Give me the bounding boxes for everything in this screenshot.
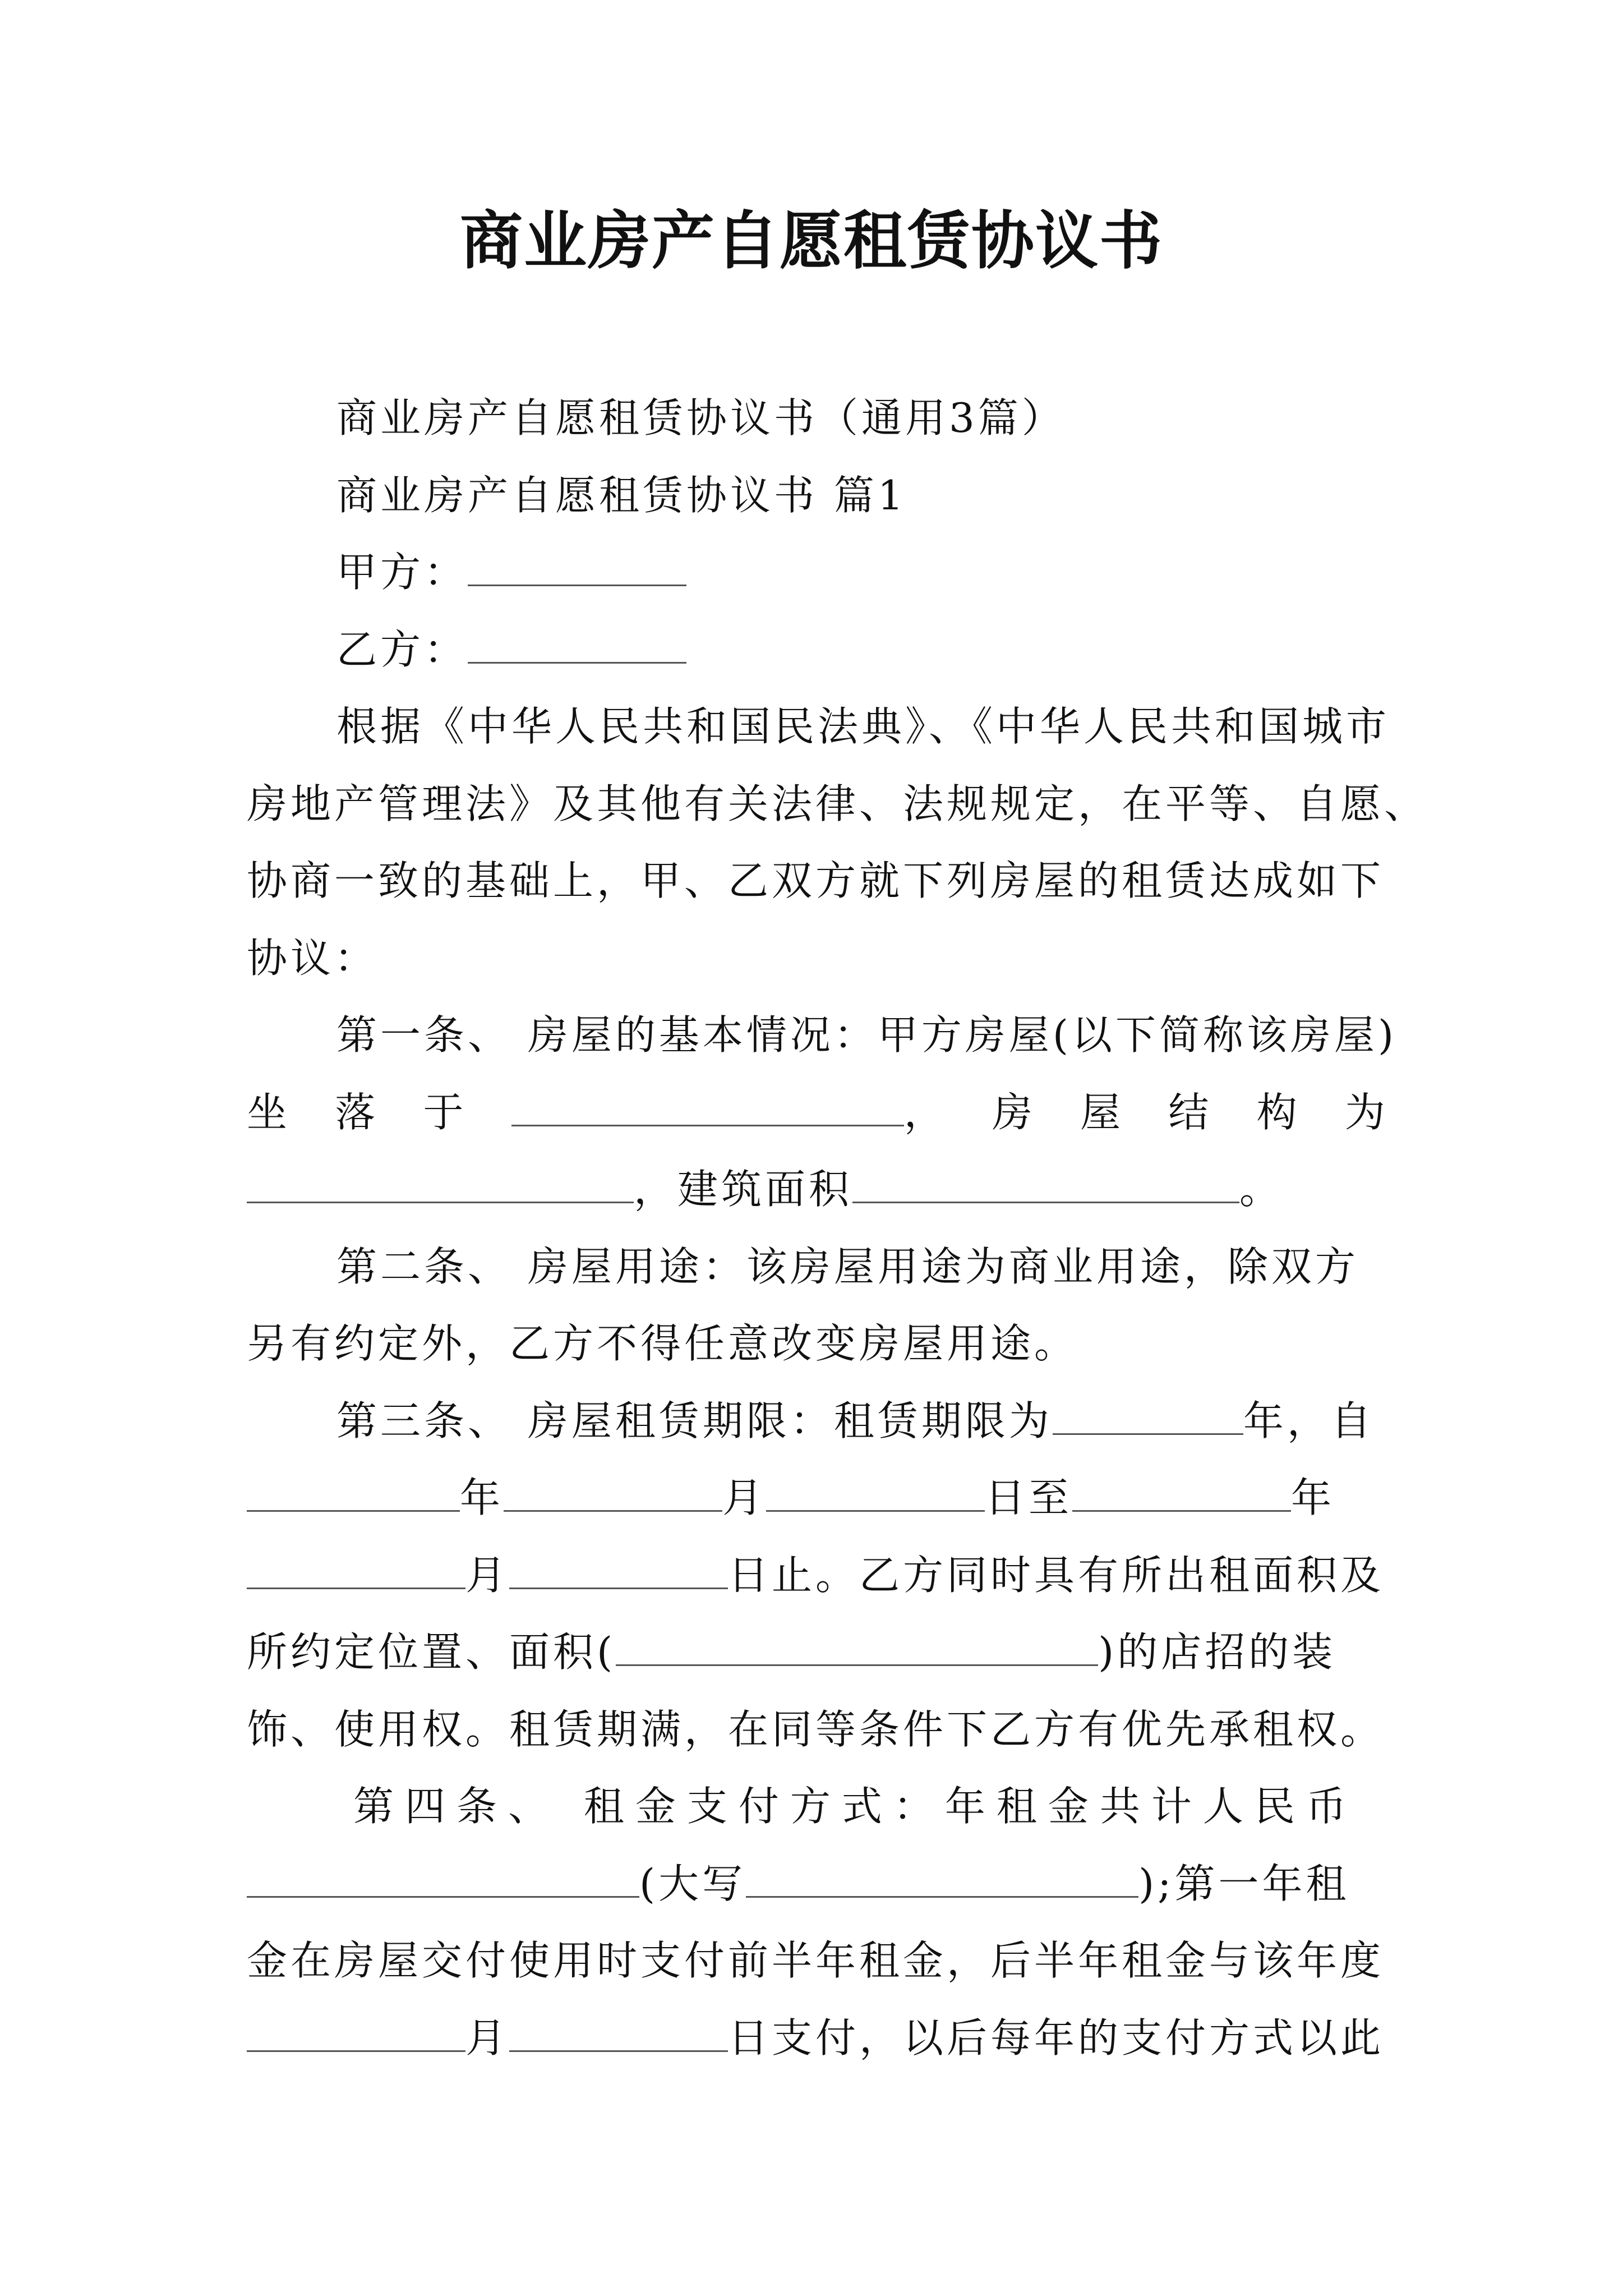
location-blank-group [511,1084,944,1140]
preamble-line-4: 协议： [247,935,379,982]
preamble-line-1: 根据《中华人民共和国民法典》、《中华人民共和国城市 [336,703,1390,750]
article-4-line-3: 金在房屋交付使用时支付前半年租金，后半年租金与该年度 [247,1937,1385,1984]
signboard-area-blank [616,1624,1098,1666]
article-1-line-2 [247,1084,1385,1140]
document-title: 商业房产自愿租赁协议书 [460,204,1163,278]
article-3-line-4 [247,1624,1385,1680]
article-1-line-3 [247,1161,1385,1217]
year-label: 年 [1291,1474,1335,1521]
capital-label: (大写 [639,1860,746,1907]
article-3-line-2 [247,1470,1385,1526]
comma: ， [903,1089,944,1136]
month-label: 月 [465,1552,510,1599]
day-to-label: 日至 [985,1474,1073,1521]
article-3-line-5: 饰、使用权。租赁期满，在同等条件下乙方有优先承租权。 [247,1706,1385,1753]
month-label: 月 [465,2014,510,2062]
start-year-blank [247,1470,460,1512]
payment-month-blank [247,2010,465,2052]
rent-capital-blank [746,1856,1138,1898]
article-1-char: 房 [992,1089,1032,1136]
lease-years-blank [1053,1393,1243,1435]
from-label: 年，自 [1243,1397,1375,1444]
party-a-label: 甲方： [336,549,468,596]
subtitle-line: 商业房产自愿租赁协议书（通用3篇） [336,394,1066,441]
article-3-text: 日止。乙方同时具有所出租面积及 [728,1552,1385,1599]
area-blank [852,1161,1239,1203]
party-a-line [336,544,1385,600]
year-label: 年 [460,1474,504,1521]
party-b-label: 乙方： [336,626,468,673]
article-4-text: 日支付，以后每年的支付方式以此 [728,2014,1385,2062]
structure-blank [247,1161,634,1203]
party-a-blank [468,544,686,586]
article-3-line-1 [336,1393,1385,1449]
article-2-line-2: 另有约定外，乙方不得任意改变房屋用途。 [247,1320,1078,1367]
article-3-text: 所约定位置、面积( [247,1628,616,1676]
rent-amount-blank [247,1856,639,1898]
end-month-blank [247,1547,465,1589]
party-b-line [336,622,1385,678]
article-4-text: );第一年租 [1138,1860,1350,1907]
article-4-line-1: 第四条、 租金支付方式：年租金共计人民币 [353,1783,1358,1830]
article-1-char: 坐 [247,1089,288,1136]
payment-day-blank [509,2010,728,2052]
area-label: ，建筑面积 [634,1166,853,1213]
start-month-blank [504,1470,722,1512]
party-b-blank [468,622,686,664]
end-day-blank [509,1547,728,1589]
lease-term-label: 第三条、 房屋租赁期限：租赁期限为 [336,1397,1053,1444]
preamble-line-2: 房地产管理法》及其他有关法律、法规规定，在平等、自愿、 [247,780,1428,827]
article-3-text: )的店招的装 [1098,1628,1336,1676]
article-1-char: 于 [423,1089,464,1136]
article-4-line-2 [247,1856,1385,1912]
article-4-line-4 [247,2010,1385,2066]
article-1-line-1: 第一条、 房屋的基本情况：甲方房屋(以下简称该房屋) [336,1011,1398,1059]
article-1-char: 为 [1344,1089,1385,1136]
preamble-line-3: 协商一致的基础上，甲、乙双方就下列房屋的租赁达成如下 [247,857,1385,904]
article-1-char: 构 [1256,1089,1297,1136]
section-heading: 商业房产自愿租赁协议书 篇1 [336,472,907,519]
period: 。 [1239,1166,1284,1213]
start-day-blank [766,1470,985,1512]
article-3-line-3 [247,1547,1385,1603]
end-year-blank [1072,1470,1291,1512]
article-1-char: 落 [335,1089,376,1136]
location-blank [511,1084,904,1126]
article-1-char: 结 [1168,1089,1209,1136]
month-label: 月 [722,1474,767,1521]
article-1-char: 屋 [1080,1089,1121,1136]
article-2-line-1: 第二条、 房屋用途：该房屋用途为商业用途，除双方 [336,1243,1359,1290]
